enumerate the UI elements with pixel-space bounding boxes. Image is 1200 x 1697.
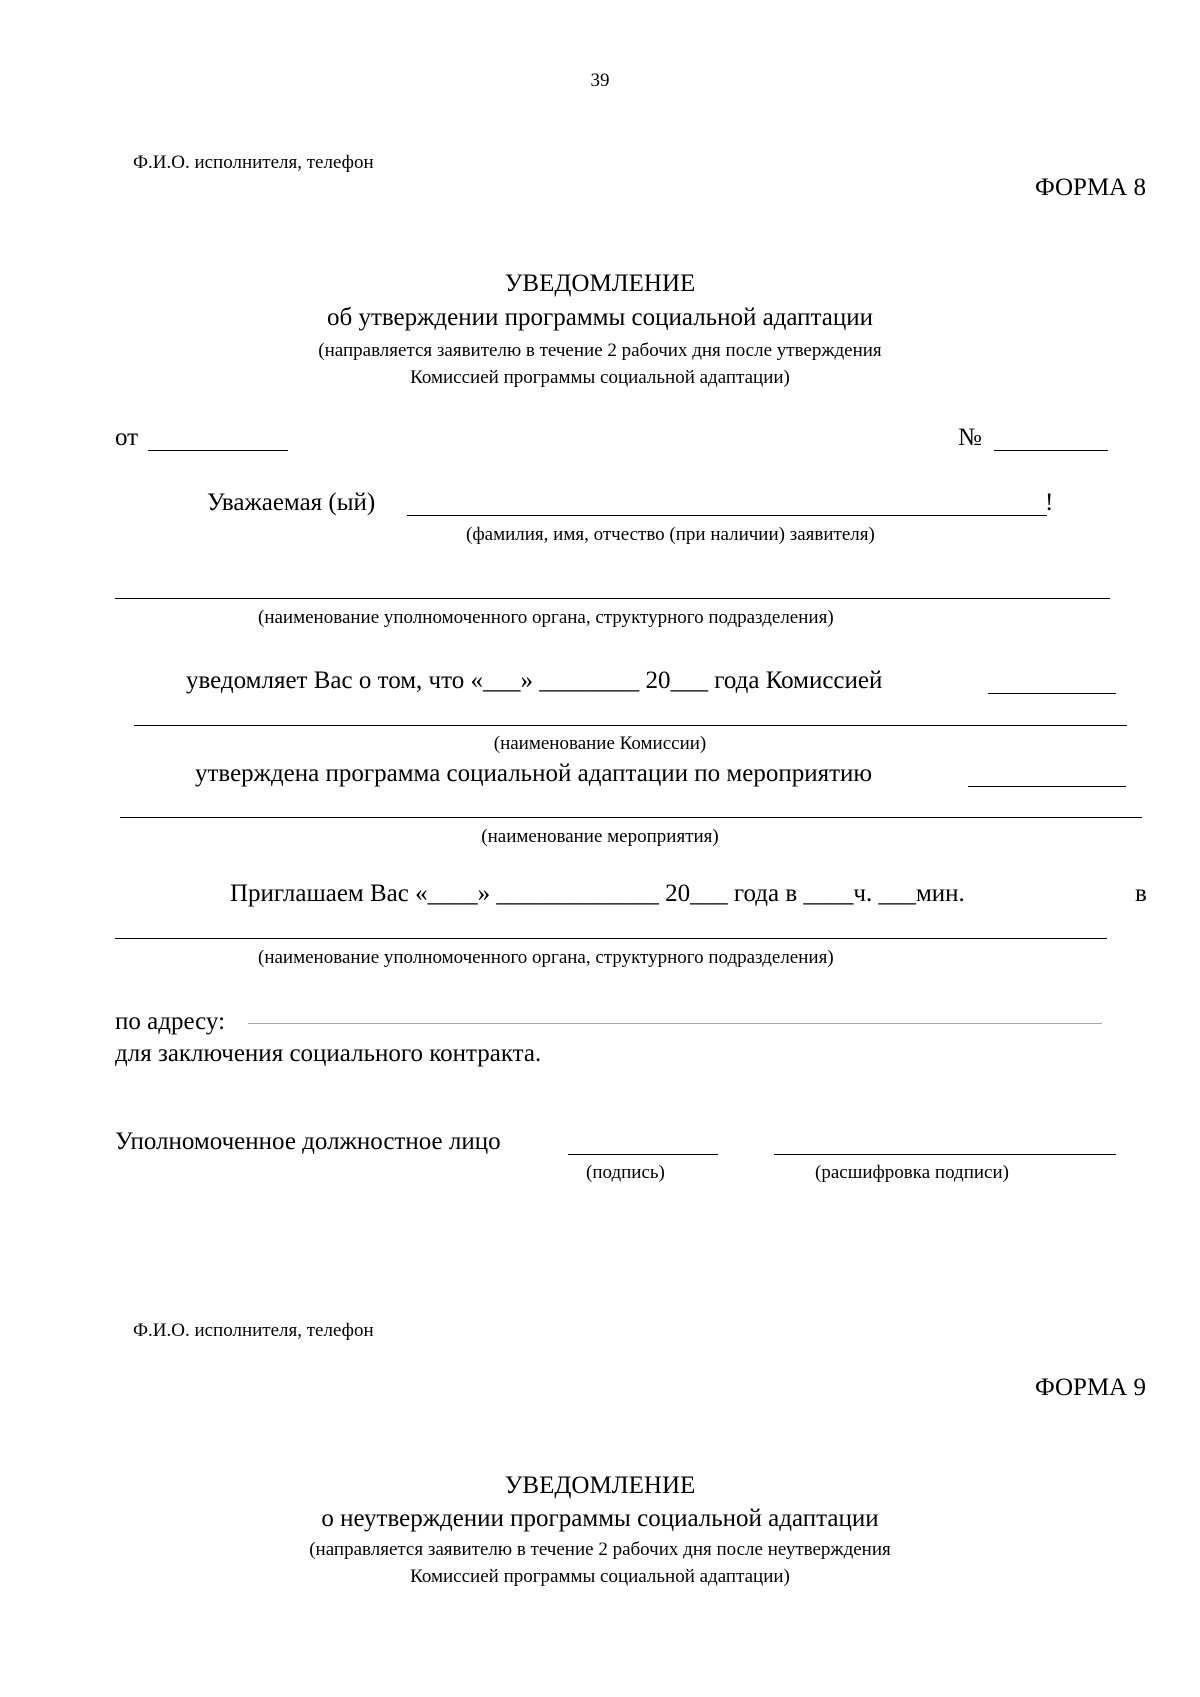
- notify-text: уведомляет Вас о том, что «___» ________ 20___ года Комиссией: [186, 667, 883, 694]
- hint-authority-2: (наименование уполномоченного органа, структурного подразделения): [258, 947, 834, 968]
- hint-commission: (наименование Комиссии): [493, 733, 707, 754]
- signature-line: [568, 1154, 718, 1155]
- notice-note-line2-form9: Комиссией программы социальной адаптации): [410, 1566, 790, 1587]
- hint-applicant-name: (фамилия, имя, отчество (при наличии) заявителя): [466, 524, 875, 545]
- invite-text: Приглашаем Вас «____» _____________ 20___ года в ____ч. ___мин.: [230, 880, 965, 907]
- commission-name-line: [134, 725, 1127, 726]
- greeting-exclamation: !: [1045, 489, 1054, 516]
- official-label: Уполномоченное должностное лицо: [115, 1128, 501, 1155]
- number-field-line: [994, 450, 1108, 451]
- form-label: ФОРМА 8: [1034, 174, 1146, 201]
- notice-subtitle-form9: о неутверждении программы социальной адаптации: [321, 1505, 879, 1532]
- authority-line: [115, 598, 1110, 599]
- from-label: от: [115, 424, 139, 451]
- notice-note-line1: (направляется заявителю в течение 2 рабочих дня после утверждения: [318, 340, 882, 361]
- address-field-line: [248, 1023, 1102, 1024]
- notice-subtitle: об утверждении программы социальной адаптации: [326, 304, 874, 331]
- notice-note-line1-form9: (направляется заявителю в течение 2 рабочих дня после неутверждения: [309, 1539, 891, 1560]
- invite-in: в: [1135, 880, 1147, 907]
- hint-authority: (наименование уполномоченного органа, структурного подразделения): [258, 607, 834, 628]
- executor-label-form9: Ф.И.О. исполнителя, телефон: [133, 1320, 374, 1341]
- applicant-name-line: [407, 515, 1047, 516]
- number-label: №: [958, 424, 982, 451]
- commission-field-line: [988, 693, 1116, 694]
- notice-note-line2: Комиссией программы социальной адаптации): [410, 367, 790, 388]
- approved-text: утверждена программа социальной адаптации по мероприятию: [195, 760, 873, 787]
- hint-signature-decode: (расшифровка подписи): [815, 1162, 1009, 1183]
- signature-decode-line: [774, 1154, 1116, 1155]
- event-field-line: [968, 786, 1126, 787]
- date-field-line: [148, 450, 288, 451]
- hint-signature: (подпись): [586, 1162, 665, 1183]
- hint-event: (наименование мероприятия): [481, 826, 719, 847]
- notice-title: УВЕДОМЛЕНИЕ: [504, 270, 696, 297]
- contract-text: для заключения социального контракта.: [115, 1040, 542, 1067]
- executor-label: Ф.И.О. исполнителя, телефон: [133, 152, 374, 173]
- form-label-form9: ФОРМА 9: [1034, 1374, 1146, 1401]
- greeting-label: Уважаемая (ый): [207, 489, 376, 516]
- address-label: по адресу:: [115, 1008, 226, 1035]
- notice-title-form9: УВЕДОМЛЕНИЕ: [504, 1472, 696, 1499]
- event-name-line: [120, 817, 1142, 818]
- authority-line-2: [115, 938, 1107, 939]
- page-number: 39: [590, 70, 610, 91]
